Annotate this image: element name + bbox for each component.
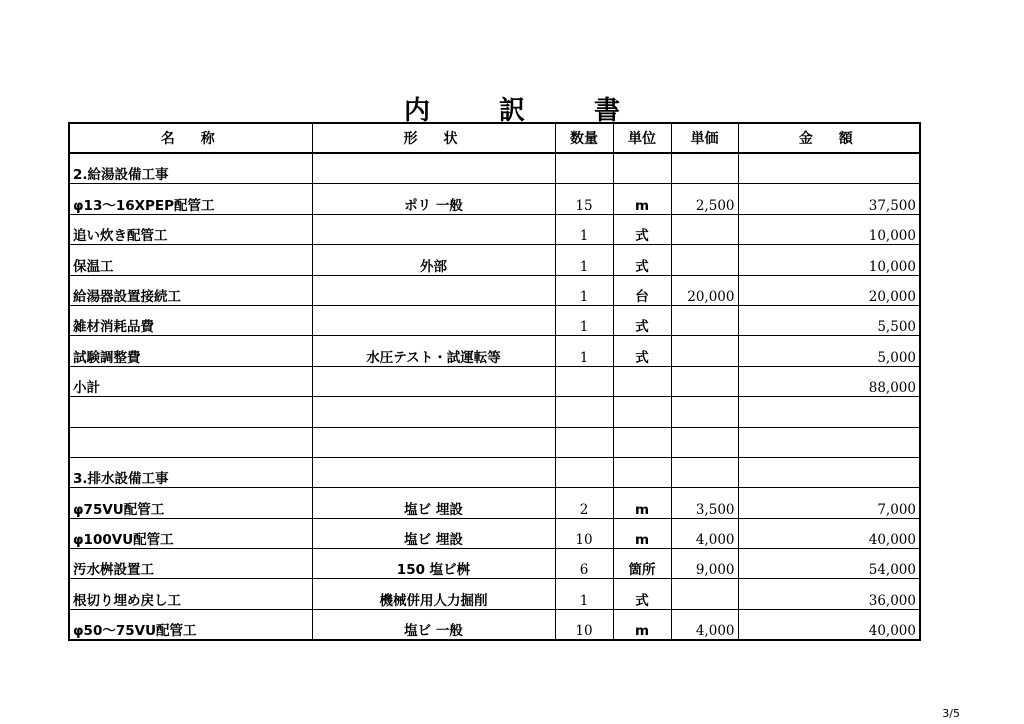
unit-price-cell <box>671 336 738 366</box>
shape-cell: 外部 <box>312 245 555 275</box>
shape-cell: 塩ビ 埋設 <box>312 488 555 518</box>
amount-cell: 5,500 <box>738 305 920 335</box>
quantity-cell: 6 <box>555 549 613 579</box>
unit-price-cell <box>671 427 738 457</box>
table-row <box>69 184 920 214</box>
unit-cell <box>613 457 671 487</box>
name-cell: φ13～16XPEP配管工 <box>69 184 312 214</box>
quantity-cell <box>555 397 613 427</box>
quantity-cell <box>555 366 613 396</box>
name-cell: φ75VU配管工 <box>69 488 312 518</box>
unit-cell: m <box>613 609 671 640</box>
unit-price-cell: 4,000 <box>671 609 738 640</box>
name-cell: 追い炊き配管工 <box>69 214 312 244</box>
unit-cell: 式 <box>613 305 671 335</box>
quantity-cell: 1 <box>555 245 613 275</box>
table-row <box>69 488 920 518</box>
shape-cell <box>312 457 555 487</box>
table-row <box>69 214 920 244</box>
quantity-cell: 1 <box>555 336 613 366</box>
quantity-cell: 10 <box>555 609 613 640</box>
amount-cell: 88,000 <box>738 366 920 396</box>
breakdown-table <box>68 122 921 641</box>
amount-cell: 40,000 <box>738 609 920 640</box>
amount-cell: 7,000 <box>738 488 920 518</box>
shape-cell <box>312 305 555 335</box>
quantity-cell <box>555 457 613 487</box>
table-row <box>69 305 920 335</box>
shape-cell <box>312 427 555 457</box>
amount-cell: 40,000 <box>738 518 920 548</box>
name-cell: 小計 <box>69 366 312 396</box>
amount-cell: 10,000 <box>738 245 920 275</box>
unit-cell: 式 <box>613 214 671 244</box>
shape-cell: 水圧テスト・試運転等 <box>312 336 555 366</box>
name-cell: 3.排水設備工事 <box>69 457 312 487</box>
name-cell: 根切り埋め戻し工 <box>69 579 312 609</box>
name-cell: φ50～75VU配管工 <box>69 609 312 640</box>
quantity-cell: 1 <box>555 579 613 609</box>
shape-cell: 塩ビ 一般 <box>312 609 555 640</box>
unit-cell: m <box>613 488 671 518</box>
unit-cell <box>613 153 671 184</box>
name-cell: 試験調整費 <box>69 336 312 366</box>
unit-price-cell <box>671 457 738 487</box>
header-quantity: 数量 <box>555 123 613 153</box>
shape-cell <box>312 214 555 244</box>
shape-cell: 150 塩ビ桝 <box>312 549 555 579</box>
amount-cell <box>738 427 920 457</box>
table-row <box>69 549 920 579</box>
quantity-cell: 10 <box>555 518 613 548</box>
table-row <box>69 275 920 305</box>
unit-cell: 式 <box>613 245 671 275</box>
shape-cell: 機械併用人力掘削 <box>312 579 555 609</box>
unit-price-cell: 9,000 <box>671 549 738 579</box>
table-row <box>69 579 920 609</box>
header-unit-price: 単価 <box>671 123 738 153</box>
unit-cell: m <box>613 184 671 214</box>
amount-cell <box>738 397 920 427</box>
table-row <box>69 397 920 427</box>
unit-cell: m <box>613 518 671 548</box>
unit-price-cell <box>671 153 738 184</box>
shape-cell: ポリ 一般 <box>312 184 555 214</box>
name-cell: 保温工 <box>69 245 312 275</box>
name-cell: φ100VU配管工 <box>69 518 312 548</box>
name-cell: 2.給湯設備工事 <box>69 153 312 184</box>
quantity-cell: 1 <box>555 275 613 305</box>
unit-price-cell <box>671 366 738 396</box>
unit-cell: 箇所 <box>613 549 671 579</box>
unit-cell: 式 <box>613 579 671 609</box>
header-unit: 単位 <box>613 123 671 153</box>
table-row <box>69 245 920 275</box>
unit-price-cell <box>671 579 738 609</box>
quantity-cell: 1 <box>555 214 613 244</box>
amount-cell: 20,000 <box>738 275 920 305</box>
quantity-cell <box>555 427 613 457</box>
shape-cell <box>312 366 555 396</box>
unit-price-cell: 3,500 <box>671 488 738 518</box>
shape-cell <box>312 397 555 427</box>
table-row <box>69 153 920 184</box>
table-row <box>69 427 920 457</box>
name-cell: 雑材消耗品費 <box>69 305 312 335</box>
amount-cell: 54,000 <box>738 549 920 579</box>
header-shape: 形 状 <box>312 123 555 153</box>
amount-cell: 36,000 <box>738 579 920 609</box>
header-amount: 金 額 <box>738 123 920 153</box>
unit-cell: 台 <box>613 275 671 305</box>
header-row <box>69 123 920 153</box>
page-number: 3/5 <box>942 707 960 720</box>
unit-price-cell: 20,000 <box>671 275 738 305</box>
unit-price-cell <box>671 397 738 427</box>
header-name: 名 称 <box>69 123 312 153</box>
table-row <box>69 336 920 366</box>
table-row <box>69 457 920 487</box>
name-cell <box>69 397 312 427</box>
unit-cell <box>613 397 671 427</box>
unit-price-cell <box>671 305 738 335</box>
shape-cell <box>312 275 555 305</box>
unit-price-cell: 4,000 <box>671 518 738 548</box>
unit-cell <box>613 427 671 457</box>
document-title: 内 訳 書 <box>403 96 651 126</box>
shape-cell: 塩ビ 埋設 <box>312 518 555 548</box>
amount-cell: 37,500 <box>738 184 920 214</box>
quantity-cell: 1 <box>555 305 613 335</box>
name-cell: 給湯器設置接続工 <box>69 275 312 305</box>
table-row <box>69 518 920 548</box>
quantity-cell <box>555 153 613 184</box>
unit-cell <box>613 366 671 396</box>
unit-cell: 式 <box>613 336 671 366</box>
amount-cell <box>738 457 920 487</box>
unit-price-cell <box>671 214 738 244</box>
unit-price-cell <box>671 245 738 275</box>
amount-cell: 10,000 <box>738 214 920 244</box>
amount-cell <box>738 153 920 184</box>
quantity-cell: 15 <box>555 184 613 214</box>
unit-price-cell: 2,500 <box>671 184 738 214</box>
table-row <box>69 609 920 640</box>
name-cell: 汚水桝設置工 <box>69 549 312 579</box>
shape-cell <box>312 153 555 184</box>
amount-cell: 5,000 <box>738 336 920 366</box>
name-cell <box>69 427 312 457</box>
quantity-cell: 2 <box>555 488 613 518</box>
table-row <box>69 366 920 396</box>
